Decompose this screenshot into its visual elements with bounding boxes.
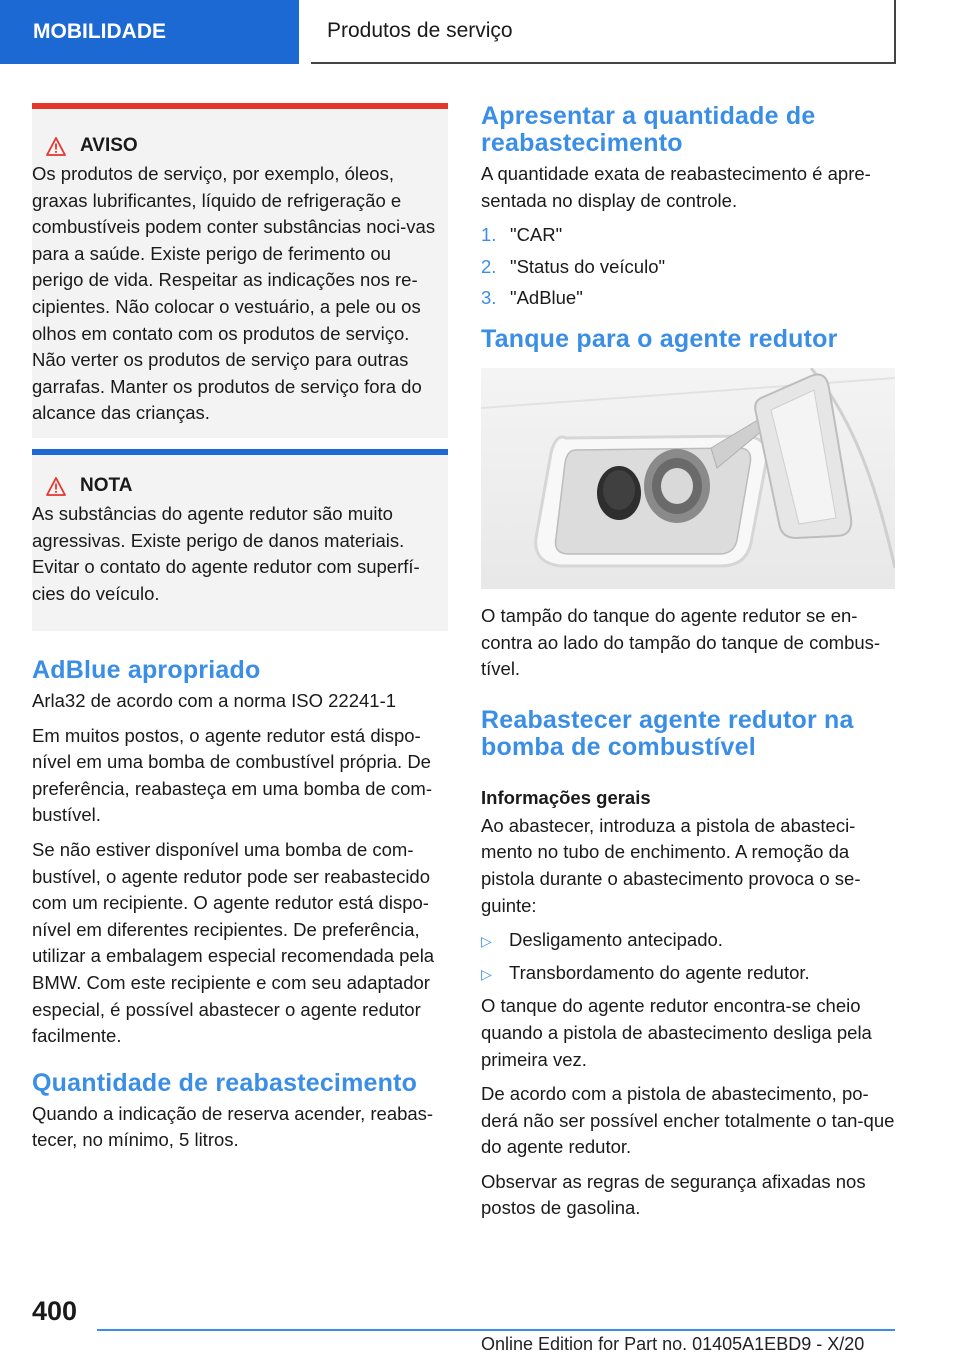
warning-text: Os produtos de serviço, por exemplo, óleos, graxas lubrificantes, líquido de refrigeração e combustíveis podem conter substâncias noci-vas para a saúde. Existe perigo de ferimento ou perigo de vida. Respeitar as indicações nos re-cipientes. Não colocar o vestuário, a pele ou os olhos em contato com os produtos de serviço. Não verter os produtos de serviço para outras garrafas. Manter os produtos de serviço fora do alcance das crianças. [32, 163, 436, 424]
adblue-heading: AdBlue apropriado [32, 656, 261, 684]
footer-edition: Online Edition for Part no. 01405A1EBD9 - X/20 [481, 1334, 865, 1354]
refuel-heading: Reabastecer agente redutor na bomba de combustível [481, 705, 854, 761]
right-column [481, 103, 895, 1230]
chapter-header [311, 0, 896, 64]
quantity-heading: Quantidade de reabastecimento [32, 1068, 418, 1097]
triangle-bullet-icon: ▷ [481, 965, 492, 982]
display-steps [481, 222, 895, 312]
list-item [481, 927, 895, 955]
section-title: MOBILIDADE [33, 20, 166, 43]
refuel-subheading: Informações gerais [481, 786, 651, 808]
footer-divider [97, 1329, 895, 1331]
adblue-norm: Arla32 de acordo com a norma ISO 22241-1 [32, 690, 397, 711]
warning-triangle-icon [46, 137, 66, 156]
note-title-row [32, 475, 436, 497]
warning-triangle-icon [46, 477, 66, 496]
refuel-paragraph-2: O tanque do agente redutor encontra-se cheio quando a pistola de abastecimento desliga pela primeira vez. [481, 995, 872, 1070]
step-number: 3. [481, 287, 497, 309]
list-item [481, 960, 895, 988]
step-number: 1. [481, 224, 497, 246]
refuel-bullets [481, 927, 895, 987]
refuel-paragraph-4: Observar as regras de segurança afixadas nos postos de gasolina. [481, 1170, 866, 1219]
tank-heading: Tanque para o agente redutor [481, 324, 838, 353]
section-tab [0, 0, 299, 64]
note-title: NOTA [80, 475, 133, 496]
display-text: A quantidade exata de reabastecimento é apre-sentada no display de controle. [481, 163, 871, 211]
list-item [481, 285, 895, 312]
refuel-paragraph-1: Ao abastecer, introduza a pistola de abasteci-mento no tubo de enchimento. A remoção da pistola durante o abastecimento provoca o se-guinte: [481, 814, 861, 916]
step-label: "AdBlue" [510, 287, 583, 309]
warning-title: AVISO [80, 135, 138, 156]
quantity-text: Quando a indicação de reserva acender, reabas-tecer, no mínimo, 5 litros. [32, 1102, 434, 1151]
fuel-filler-photo [481, 368, 895, 589]
step-label: "Status do veículo" [510, 255, 666, 277]
note-text: As substâncias do agente redutor são muito agressivas. Existe perigo de danos materiais. Evitar o contato do agente redutor com superfí-cies do veículo. [32, 503, 420, 604]
left-column [32, 103, 448, 1162]
refuel-paragraph-3: De acordo com a pistola de abastecimento, po-derá não ser possível encher totalmente o tan-que do agente redutor. [481, 1083, 895, 1158]
adblue-paragraph-2: Se não estiver disponível uma bomba de com-bustível, o agente redutor pode ser reabastecido com um recipiente. O agente redutor está dispo-nível em diferentes recipientes. De preferência, utilizar a embalagem especial recomendada pela BMW. Com este recipiente e com seu adaptador especial, é possível abastecer o agente redutor facilmente. [32, 838, 435, 1047]
warning-box [32, 103, 448, 438]
display-heading: Apresentar a quantidade de reabastecimento [481, 102, 816, 157]
bullet-text: Desligamento antecipado. [509, 929, 723, 951]
adblue-paragraph-1: Em muitos postos, o agente redutor está dispo-nível em uma bomba de combustível própria. De preferência, reabasteça em uma bomba de com-bustível. [32, 724, 433, 826]
step-label: "CAR" [510, 224, 563, 246]
warning-title-row [32, 135, 436, 157]
triangle-bullet-icon: ▷ [481, 933, 492, 950]
list-item [481, 254, 895, 281]
tank-text: O tampão do tanque do agente redutor se en-contra ao lado do tampão do tanque de combus-tível. [481, 604, 881, 680]
step-number: 2. [481, 255, 497, 277]
list-item [481, 222, 895, 249]
page-number: 400 [32, 1296, 78, 1326]
fuel-filler-illustration [481, 368, 895, 589]
chapter-title: Produtos de serviço [327, 19, 513, 42]
note-box [32, 449, 448, 631]
bullet-text: Transbordamento do agente redutor. [509, 961, 810, 983]
